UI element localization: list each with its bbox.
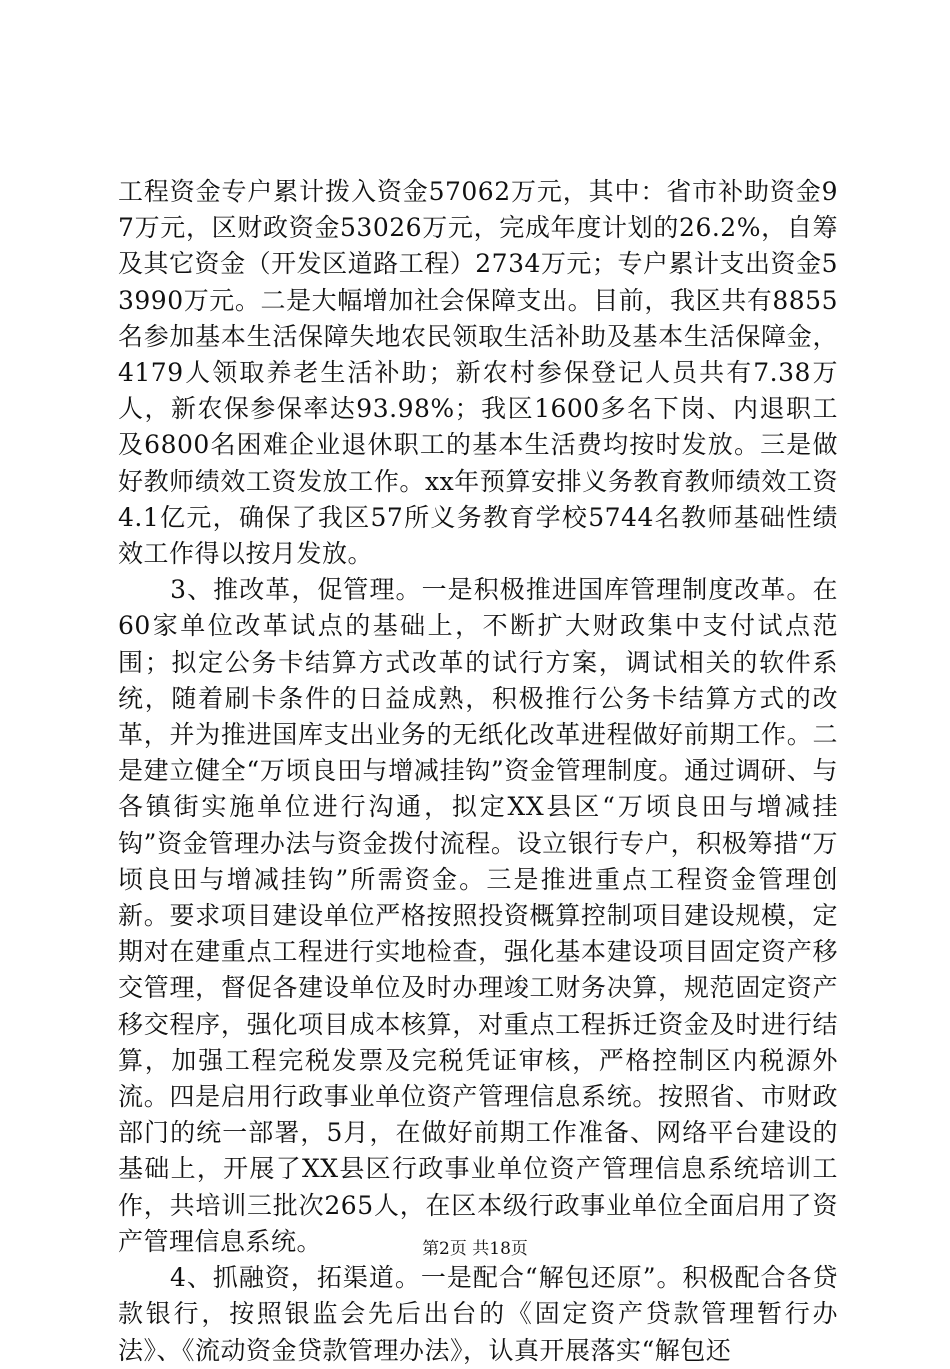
document-body [118,174,838,1369]
page-number-footer: 第2页 共18页 [422,1239,528,1259]
paragraph-financing: 4、抓融资，拓渠道。一是配合“解包还原”。积极配合各贷款银行，按照银监会先后出台的《固定资产贷款管理暂行办法》、《流动资金贷款管理办法》，认真开展落实“解包还 [118,1263,838,1365]
paragraph-continued: 工程资金专户累计拨入资金57062万元，其中：省市补助资金97万元，区财政资金53026万元，完成年度计划的26.2%，自筹及其它资金（开发区道路工程）2734万元；专户累计支出资金53990万元。二是大幅增加社会保障支出。目前，我区共有8855名参加基本生活保障失地农民领取生活补助及基本生活保障金，4179人领取养老生活补助；新农村参保登记人员共有7.38万人，新农保参保率达93.98%；我区1600多名下岗、内退职工及6800名困难企业退休职工的基本生活费均按时发放。三是做好教师绩效工资发放工作。xx年预算安排义务教育教师绩效工资4.1亿元，确保了我区57所义务教育学校5744名教师基础性绩效工作得以按月发放。 [118,177,838,569]
paragraph-reform-management: 3、推改革，促管理。一是积极推进国库管理制度改革。在60家单位改革试点的基础上，不断扩大财政集中支付试点范围；拟定公务卡结算方式改革的试行方案，调试相关的软件系统，随着刷卡条件的日益成熟，积极推行公务卡结算方式的改革，并为推进国库支出业务的无纸化改革进程做好前期工作。二是建立健全“万顷良田与增减挂钩”资金管理制度。通过调研、与各镇街实施单位进行沟通，拟定XX县区“万顷良田与增减挂钩”资金管理办法与资金拨付流程。设立银行专户，积极筹措“万顷良田与增减挂钩”所需资金。三是推进重点工程资金管理创新。要求项目建设单位严格按照投资概算控制项目建设规模，定期对在建重点工程进行实地检查，强化基本建设项目固定资产移交管理，督促各建设单位及时办理竣工财务决算，规范固定资产移交程序，强化项目成本核算，对重点工程拆迁资金及时进行结算，加强工程完税发票及完税凭证审核，严格控制区内税源外流。四是启用行政事业单位资产管理信息系统。按照省、市财政部门的统一部署，5月，在做好前期工作准备、网络平台建设的基础上，开展了XX县区行政事业单位资产管理信息系统培训工作，共培训三批次265人，在区本级行政事业单位全面启用了资产管理信息系统。 [118,575,838,1256]
